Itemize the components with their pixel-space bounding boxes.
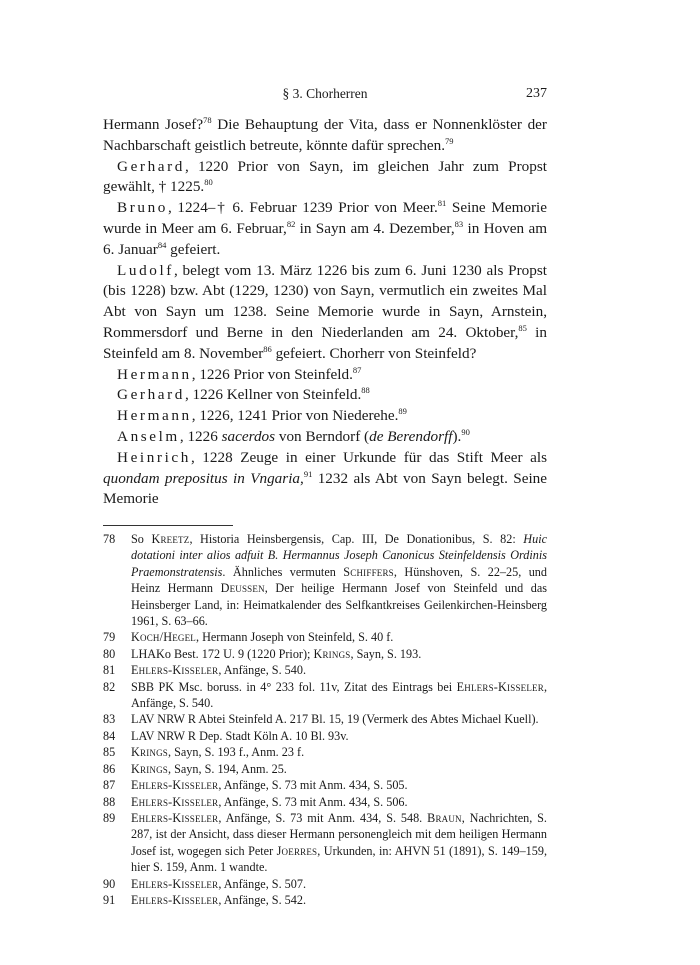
footnote-ref: 78 bbox=[203, 115, 212, 125]
footnote-number: 80 bbox=[103, 646, 116, 661]
footnote-number: 91 bbox=[103, 892, 116, 907]
footnote-number: 79 bbox=[103, 630, 116, 645]
footnote-ref: 79 bbox=[445, 135, 454, 146]
footnote-ref: 85 bbox=[518, 322, 527, 333]
footnote-ref: 81 bbox=[437, 198, 447, 209]
footnote: 82 SBB PK Msc. boruss. in 4° 233 fol. 11v, Zitat des Eintrags bei Ehlers-Kisseler, Anfänge, S. 540. bbox=[103, 679, 547, 711]
entry-heinrich: Heinrich, 1228 Zeuge in einer Urkunde für das Stift Meer als quondam prepositus in Vngaria,$^{91}$ 1232 als Abt von Sayn belegt. Seine Memorie bbox=[103, 448, 547, 508]
footnote-number: 88 bbox=[103, 794, 116, 809]
footnote-ref: 82 bbox=[286, 218, 296, 229]
footnote-ref: 89 bbox=[398, 406, 407, 417]
entry-hermann-niederehe: Hermann, 1226, 1241 Prior von Niederehe.$^{89}$ bbox=[117, 406, 407, 425]
footnote: 90 Ehlers-Kisseler, Anfänge, S. 507. bbox=[103, 876, 306, 891]
footnote-number: 90 bbox=[103, 876, 116, 891]
entry-bruno: Bruno, 1224–† 6. Februar 1239 Prior von Meer.$^{81}$ Seine Memorie wurde in Meer am 6. Februar,$^{82}$ in Sayn am 4. Dezember,$^{83}$ in Hoven am 6. Januar$^{84}$ gefeiert. bbox=[103, 198, 548, 258]
footnote-ref: 91 bbox=[303, 468, 313, 479]
footnote-number: 89 bbox=[103, 810, 116, 825]
entry-hermann-prior: Hermann, 1226 Prior von Steinfeld.$^{87}$ bbox=[117, 364, 362, 383]
entry-ludolf: Ludolf, belegt vom 13. März 1226 bis zum 6. Juni 1230 als Propst (bis 1228) bzw. Abt (1229, 1230) von Sayn, vermutlich ein zweites Mal Abt von Sayn um 1238. Seine Memorie wurde in Sayn, Arnstein, Rommersdorf und Berne in den Niederlanden am 24. Oktober,$^{85}$ in Steinfeld am 8. November$^{86}$ gefeiert. Chorherr von Steinfeld? bbox=[103, 261, 547, 362]
footnote: 85 Krings, Sayn, S. 193 f., Anm. 23 f. bbox=[103, 745, 305, 760]
footnote-ref: 87 bbox=[352, 364, 362, 375]
entry-name: Hermann bbox=[117, 407, 192, 425]
entry-name: Heinrich bbox=[117, 448, 191, 466]
footnote-ref: 88 bbox=[361, 385, 370, 396]
running-head bbox=[103, 86, 547, 106]
footnote: 81 Ehlers-Kisseler, Anfänge, S. 540. bbox=[103, 663, 306, 678]
footnote-ref: 86 bbox=[263, 343, 272, 354]
entry-name: Bruno bbox=[117, 199, 168, 217]
footnote: 78 So Kreetz, Historia Heinsbergensis, Cap. III, De Donationibus, S. 82: Huic dotationi inter alios adfuit B. Hermannus Joseph Canonicus Steinfeldensis Ordinis Praemonstratensis. Ähnliches vermuten Schiffers, Hünshoven, S. 22–25, und Heinz Hermann Deussen, Der heilige Hermann Josef von Steinfeld und das Heinsberger Land, in: Heimatkalender des Selfkantkreises Geilenkirchen-Heinsberg 1961, S. 63–66. bbox=[103, 532, 547, 629]
footnote: 88 Ehlers-Kisseler, Anfänge, S. 73 mit Anm. 434, S. 506. bbox=[103, 794, 408, 809]
page-number: 237 bbox=[526, 86, 547, 101]
footnote-number: 85 bbox=[103, 745, 116, 760]
footnote: 84 LAV NRW R Dep. Stadt Köln A. 10 Bl. 93v. bbox=[103, 728, 349, 743]
footnote-ref: 84 bbox=[157, 239, 167, 250]
entry-name: Gerhard bbox=[117, 157, 185, 175]
entry-name: Gerhard bbox=[117, 386, 185, 404]
main-text bbox=[103, 115, 547, 510]
entry-gerhard-prior: Gerhard, 1220 Prior von Sayn, im gleichen Jahr zum Propst gewählt, † 1225.80 bbox=[103, 157, 547, 196]
footnote-ref: 80 bbox=[204, 177, 213, 188]
footnote: 91 Ehlers-Kisseler, Anfänge, S. 542. bbox=[103, 892, 306, 907]
footnotes bbox=[103, 531, 547, 908]
footnote-divider bbox=[103, 525, 233, 526]
footnote-number: 83 bbox=[103, 712, 116, 727]
footnote-number: 87 bbox=[103, 778, 116, 793]
footnote: 79 Koch/Hegel, Hermann Joseph von Steinfeld, S. 40 f. bbox=[103, 630, 394, 645]
footnote-number: 78 bbox=[103, 532, 116, 546]
footnote-number: 84 bbox=[103, 728, 116, 743]
entry-gerhard-kellner: Gerhard, 1226 Kellner von Steinfeld.$^{88}$ bbox=[117, 385, 370, 404]
footnote: 83 LAV NRW R Abtei Steinfeld A. 217 Bl. 15, 19 (Vermerk des Abtes Michael Kuell). bbox=[103, 712, 539, 727]
footnote-number: 86 bbox=[103, 761, 116, 776]
footnote-number: 82 bbox=[103, 679, 116, 694]
footnote: 87 Ehlers-Kisseler, Anfänge, S. 73 mit Anm. 434, S. 505. bbox=[103, 778, 408, 793]
footnote: 89 Ehlers-Kisseler, Anfänge, S. 73 mit Anm. 434, S. 548. Braun, Nachrichten, S. 287, ist der Ansicht, dass dieser Hermann personengleich mit dem heiligen Hermann Josef ist, wogegen sich Peter Joerres, Urkunden, in: AHVN 51 (1891), S. 149–159, hier S. 159, Anm. 1 wandte. bbox=[103, 810, 547, 875]
running-title: § 3. Chorherren bbox=[282, 86, 368, 101]
footnote-ref: 90 bbox=[461, 426, 470, 437]
entry-name: Hermann bbox=[117, 365, 192, 383]
footnote-ref: 83 bbox=[454, 218, 464, 229]
footnote-number: 81 bbox=[103, 663, 116, 678]
entry-name: Anselm bbox=[117, 427, 180, 445]
footnote: 86 Krings, Sayn, S. 194, Anm. 25. bbox=[103, 761, 287, 776]
entry-anselm: Anselm, 1226 sacerdos von Berndorf (de Berendorff).$^{90}$ bbox=[117, 426, 470, 445]
paragraph-continuation: Hermann Josef?$^{78}$ Die Behauptung der Vita, dass er Nonnenklöster der Nachbarschaft geistlich betreute, könnte dafür sprechen.$^{79}$ bbox=[103, 115, 547, 154]
footnote: 80 LHAKo Best. 172 U. 9 (1220 Prior); Krings, Sayn, S. 193. bbox=[103, 646, 422, 661]
entry-name: Ludolf bbox=[117, 261, 174, 279]
